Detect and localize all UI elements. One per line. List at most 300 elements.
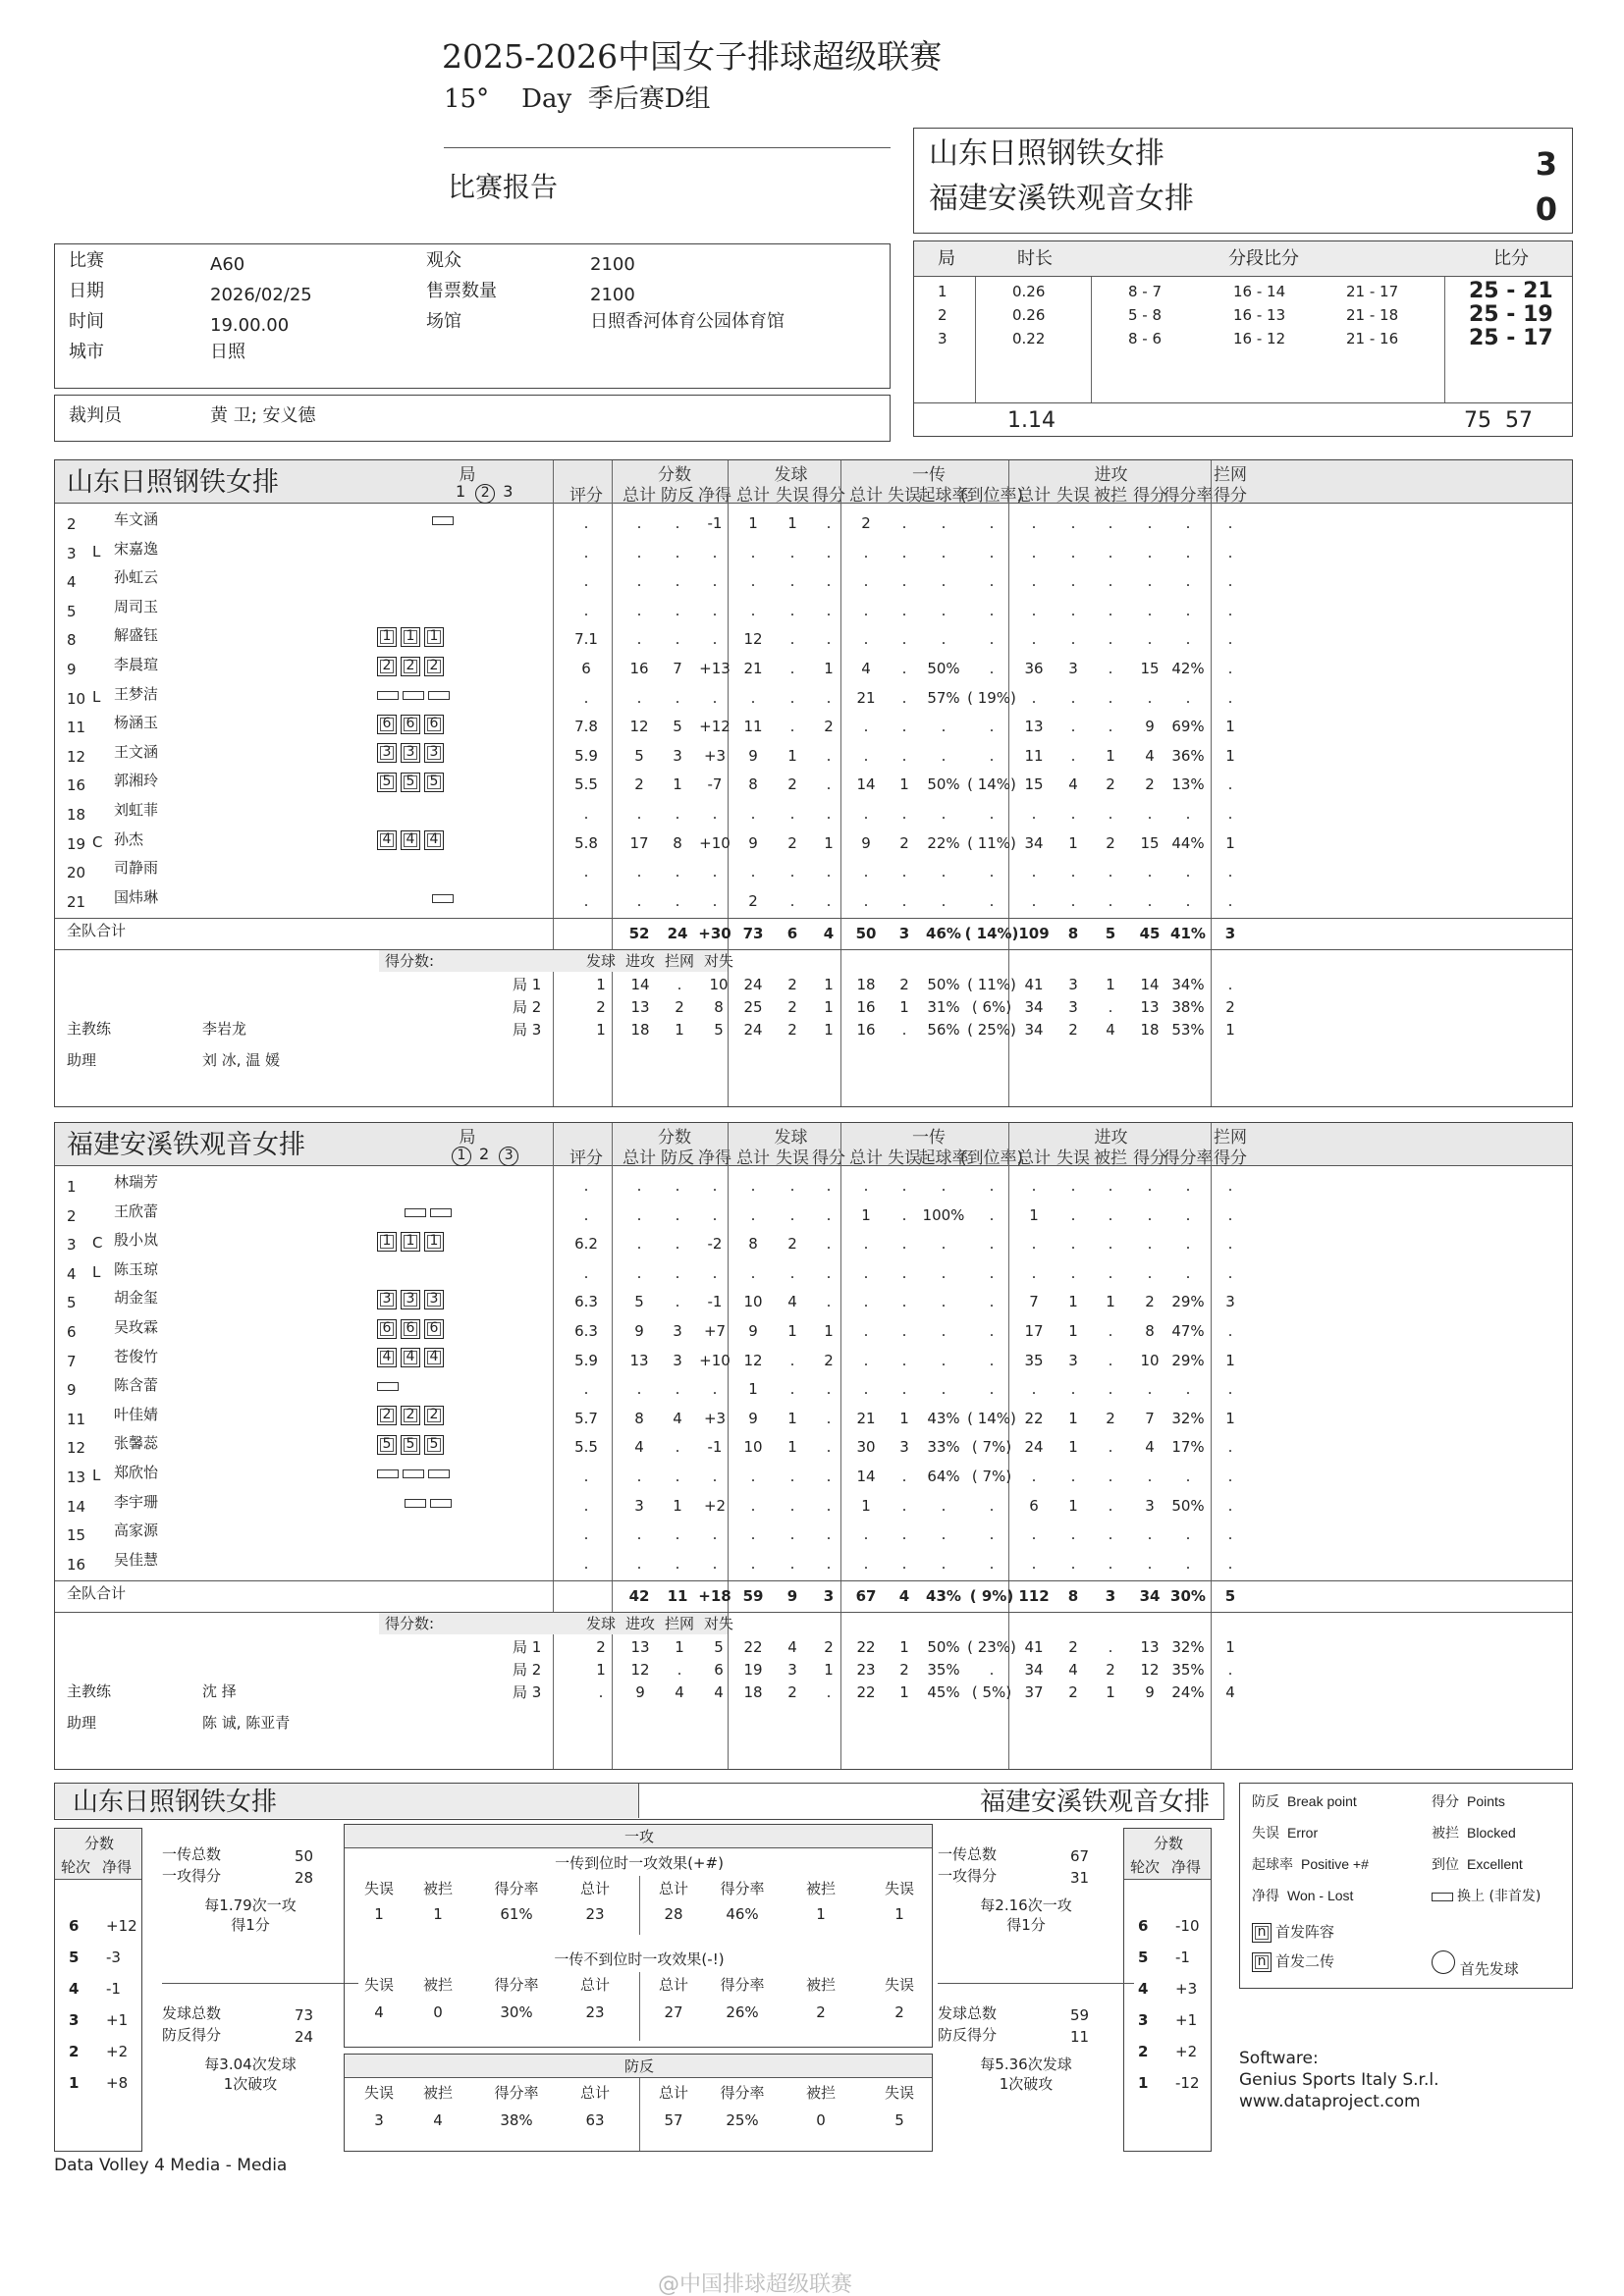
stat-cell: . [1108,1235,1113,1254]
stat-cell: 1 [748,1380,758,1399]
stat-cell: . [636,1554,642,1573]
stat-cell: . [941,1380,947,1399]
stat-cell: . [712,1263,718,1282]
stat-cell: . [1108,1205,1113,1224]
stat-cell: . [1070,805,1076,823]
by-set-cell: 1 [675,1021,684,1040]
stat-cell: . [1031,1554,1037,1573]
player-name: 杨涵玉 [114,714,159,732]
total-points: 75 57 [1464,408,1533,433]
set-markers: 1 2 3 [452,482,522,504]
stat-cell: . [675,863,680,881]
legend-item: 到位 Excellent [1432,1856,1523,1873]
stat-cell: . [826,572,832,591]
stat-cell: . [941,543,947,561]
by-set-cell: 2 [787,1021,797,1040]
stat-cell: . [863,805,869,823]
stat-cell: 21 [743,660,763,677]
sub-icon [403,691,424,700]
away-sets: 0 [1535,190,1557,228]
set-p2: 16 - 13 [1233,306,1286,324]
stat-cell: 30 [856,1438,876,1457]
stat-cell: . [1031,514,1037,532]
stat-cell: 1 [1225,1351,1235,1369]
player-row [55,537,1572,566]
stat-cell: 36 [1024,660,1044,677]
stat-cell: 1 [1225,1409,1235,1427]
by-set-cell: 18 [856,976,876,994]
player-name: 郭湘玲 [114,772,159,790]
stat-cell: . [826,1205,832,1224]
stat-cell: 5.9 [574,746,598,765]
stat-cell: 35 [1024,1351,1044,1369]
stat-cell: . [636,601,642,619]
by-set-cell: ( 5%) [971,1683,1012,1702]
by-set-cell: ( 25%) [967,1021,1016,1040]
total-cell: 112 [1018,1587,1050,1606]
stat-cell: . [789,630,795,649]
set-p2: 16 - 12 [1233,330,1286,347]
stat-cell: . [863,1293,869,1311]
stat-cell: 1 [1225,746,1235,765]
by-set-cell: 13 [630,998,650,1017]
lineup-marks [377,1318,448,1342]
stat-cell: . [583,1554,589,1573]
stat-cell: . [1031,630,1037,649]
start-position-icon: 1 [401,627,420,647]
stat-cell: 2 [787,833,797,852]
by-set-cell: . [989,1661,995,1680]
stat-cell: . [789,601,795,619]
sub-icon [405,1499,426,1508]
stat-cell: 9 [634,1322,644,1340]
stat-cell: 15 [1140,660,1160,677]
total-cell: 109 [1018,925,1050,943]
head-coach: 沈 择 [202,1682,237,1701]
stat-cell: 29% [1171,1351,1205,1369]
by-set-cell: 35% [1171,1661,1205,1680]
by-set-cell: 22 [856,1638,876,1657]
legend-item: 失误 Error [1252,1825,1319,1842]
by-set-cell: 2 [596,1638,606,1657]
total-cell: 9 [786,1587,798,1606]
stat-cell: . [863,543,869,561]
stat-cell: 1 [899,1409,909,1427]
first-serve-icon [1432,1950,1455,1974]
stat-cell: . [826,688,832,707]
stat-cell: 17% [1171,1438,1205,1457]
stat-cell: 10 [743,1438,763,1457]
stat-cell: +7 [703,1322,727,1340]
by-set-cell: 22 [743,1638,763,1657]
total-cell: ( 9%) [969,1587,1014,1606]
stat-cell: -1 [707,514,723,532]
stat-cell: . [1070,891,1076,910]
player-row [55,1345,1572,1374]
stat-cell: . [1108,1554,1113,1573]
by-set-cell: 25 [743,998,763,1017]
stat-cell: 3 [634,1496,644,1515]
stat-cell: . [675,1380,680,1399]
stat-cell: 2 [787,775,797,794]
stat-cell: . [1070,863,1076,881]
by-set-cell: . [1108,1638,1113,1657]
away-stats-table: 福建安溪铁观音女排 1 2 3 局 分数 发球 一传 进攻 拦网 评分 总计 防反 净得 总计 失误 得分 总计 失误 起球率 (到位率) 总计 失误 被拦 得分 得分率 得分 1 林瑞芳 . . . . . . . . . . . . . . . . . 2 王欣蕾 . . . . . . . 1 . 100% . 1 . . . . . 3 C 殷小岚 1 1 1 6.2 . . -2 8 2 . . . . . . . . . . . 4 L 陈玉琼 . . . . . . . . . . . . . . . . . 5 胡金玺 3 3 3 6.3 5 . -1 10 4 . . . . . 7 1 1 2 29% 3 6 吴玫霖 6 6 6 6.3 9 3 +7 9 1 1 . . . . 17 1 . 8 47% . 7 苍俊竹 4 4 4 5.9 13 3 +10 12 . 2 . . . . 35 3 . 10 29% 1 9 陈含蕾 . . . . 1 . . . . . . . . . . . . 11 叶佳婧 2 2 2 5.7 8 4 +3 9 1 . 21 1 43% ( 14%) 22 1 2 7 32% 1 12 张馨蕊 5 5 5 5.5 4 . -1 10 1 . 30 3 33% ( 7%) 24 1 . 4 17% . 13 L 郑欣怡 . . . . . . . 14 . 64% ( 7%) . . . . . . 14 李宇珊 . 3 1 +2 . . . 1 . . . 6 1 . 3 50% . 15 高家源 . . . . . . . . . . . . . . . . . 16 吴佳慧 . . . . . . . . . . . . . . . . . 全队合计 42 11 +18 59 9 3 67 4 43% ( 9%) 112 8 3 34 30% 5 得分数: 发球 进攻 拦网 对失 局 1 2 13 1 5 22 4 2 22 1 50% ( 23%) 41 2 . 13 32% 1 局 2 1 12 . 6 19 3 1 23 2 35% . 34 4 2 12 35% . 局 3 . 9 4 4 18 2 . 22 1 45% ( 5%) 37 2 1 9 24% 4 主教练 沈 择 助理 陈 诚, 陈亚青 [54,1122,1573,1770]
stat-cell: 3 [673,1322,682,1340]
stat-cell: . [636,572,642,591]
home-stats-table: 山东日照钢铁女排 1 2 3 局 分数 发球 一传 进攻 拦网 评分 总计 防反 净得 总计 失误 得分 总计 失误 起球率 (到位率) 总计 失误 被拦 得分 得分率 得分 2 车文涵 . . . -1 1 1 . 2 . . . . . . . . . 3 L 宋嘉逸 . . . . . . . . . . . . . . . . . 4 孙虹云 . . . . . . . . . . . . . . . . . 5 周司玉 . . . . . . . . . . . . . . . . . 8 解盛钰 1 1 1 7.1 . . . 12 . . . . . . . . . . . . 9 李晨瑄 2 2 2 6 16 7 +13 21 . 1 4 . 50% . 36 3 . 15 42% . 10 L 王梦洁 . . . . . . . 21 . 57% ( 19%) . . . . . . 11 杨涵玉 6 6 6 7.8 12 5 +12 11 . 2 . . . . 13 . . 9 69% 1 12 王文涵 3 3 3 5.9 5 3 +3 9 1 . . . . . 11 . 1 4 36% 1 16 郭湘玲 5 5 5 5.5 2 1 -7 8 2 . 14 1 50% ( 14%) 15 4 2 2 13% . 18 刘虹菲 . . . . . . . . . . . . . . . . . 19 C 孙杰 4 4 4 5.8 17 8 +10 9 2 1 9 2 22% ( 11%) 34 1 2 15 44% 1 20 司静雨 . . . . . . . . . . . . . . . . . 21 国炜琳 . . . . 2 . . . . . . . . . . . . 全队合计 52 24 +30 73 6 4 50 3 46% ( 14%) 109 8 5 45 41% 3 得分数: 发球 进攻 拦网 对失 局 1 1 14 . 10 24 2 1 18 2 50% ( 11%) 41 3 1 14 34% . 局 2 2 13 2 8 25 2 1 16 1 31% ( 6%) 34 3 . 13 38% 2 局 3 1 18 1 5 24 2 1 16 . 56% ( 25%) 34 2 4 18 53% 1 主教练 李岩龙 助理 刘 冰, 温 媛 [54,459,1573,1107]
stat-cell: . [901,601,907,619]
stat-cell: 50% [927,775,960,794]
stat-cell: +10 [699,1351,731,1369]
start-position-icon: 4 [424,830,444,850]
start-lineup-icon: n [1252,1923,1272,1943]
by-set-cell: 18 [743,1683,763,1702]
stat-cell: 11 [1024,746,1044,765]
footer: Data Volley 4 Media - Media [54,2156,288,2175]
stat-cell: . [1108,805,1113,823]
stat-cell: . [750,1496,756,1515]
stat-cell: . [941,1554,947,1573]
stat-cell: . [1031,1525,1037,1544]
stat-cell: . [989,1235,995,1254]
stat-cell: 4 [634,1438,644,1457]
by-set-cell: 1 [899,998,909,1017]
total-cell: 50 [855,925,877,943]
stat-cell: . [583,1525,589,1544]
stat-cell: . [1185,805,1191,823]
stat-cell: . [1227,572,1233,591]
stat-cell: -2 [707,1235,723,1254]
stat-cell: . [1185,1525,1191,1544]
stat-cell: . [1108,1322,1113,1340]
stat-cell: 1 [1068,833,1078,852]
stat-cell: +10 [699,833,731,852]
stat-cell: . [712,601,718,619]
player-role: L [92,687,101,706]
stat-cell: . [989,572,995,591]
start-position-icon: 5 [377,773,397,792]
stat-cell: . [989,718,995,736]
by-set-cell: 24% [1171,1683,1205,1702]
stat-cell: 3 [1068,660,1078,677]
stat-cell: . [583,891,589,910]
by-set-cell: . [1227,976,1233,994]
stat-cell: . [712,891,718,910]
stat-cell: . [989,630,995,649]
stat-cell: . [750,863,756,881]
player-number: 2 [67,515,77,533]
start-position-icon: 3 [377,1290,397,1309]
rotation-box: 分数 轮次 净得 6 +12 5 -3 4 -1 3 +1 2 +2 1 +8 [54,1828,142,2152]
lineup-marks [377,685,454,709]
stat-cell: . [863,1380,869,1399]
stat-cell: 43% [927,1409,960,1427]
assistant-coach: 刘 冰, 温 媛 [202,1051,281,1070]
player-name: 陈玉琼 [114,1259,159,1278]
tickets: 2100 [590,285,635,305]
stat-cell: . [675,891,680,910]
stat-cell: . [863,630,869,649]
stat-cell: 1 [824,1322,834,1340]
stat-cell: . [1108,1496,1113,1515]
stat-cell: . [750,572,756,591]
stat-cell: 8 [634,1409,644,1427]
stat-cell: . [989,1263,995,1282]
stat-cell: . [1185,601,1191,619]
stat-cell: . [750,688,756,707]
stat-cell: . [1108,514,1113,532]
stat-cell: . [826,1468,832,1485]
stat-cell: 2 [1106,1409,1115,1427]
stat-cell: 5 [634,1293,644,1311]
stat-cell: . [901,805,907,823]
stat-cell: . [1147,601,1153,619]
stat-cell: 1 [673,775,682,794]
total-cell: 59 [742,1587,764,1606]
stat-cell: 9 [1145,718,1155,736]
stat-cell: . [1227,1496,1233,1515]
lineup-marks [377,1434,448,1458]
stat-cell: . [901,660,907,677]
player-number: 10 [67,689,86,708]
start-position-icon: 6 [424,715,444,734]
by-set-cell: 2 [899,976,909,994]
stat-cell: . [941,891,947,910]
player-row [55,653,1572,682]
player-number: 14 [67,1497,86,1516]
stat-cell: 1 [673,1496,682,1515]
player-number: 20 [67,864,86,882]
stat-cell: . [1031,805,1037,823]
player-row [55,1490,1572,1520]
by-set-cell: 4 [714,1683,724,1702]
stat-cell: . [675,543,680,561]
stat-cell: . [826,1380,832,1399]
stat-cell: . [826,775,832,794]
stat-cell: . [712,1468,718,1485]
by-set-cell: 13 [1140,1638,1160,1657]
stat-cell: . [1227,514,1233,532]
player-name: 吴佳慧 [114,1550,159,1569]
stat-cell: . [941,863,947,881]
stat-cell: 12 [743,630,763,649]
report-title: 比赛报告 [448,171,559,203]
stat-cell: . [789,660,795,677]
lineup-marks [377,743,448,767]
stat-cell: . [863,1322,869,1340]
player-number: 3 [67,1236,77,1255]
player-number: 18 [67,806,86,824]
stat-cell: . [863,863,869,881]
stat-cell: . [583,1468,589,1485]
by-set-cell: 13 [630,1638,650,1657]
stat-cell: 7.1 [574,630,598,649]
player-name: 司静雨 [114,859,159,878]
stat-cell: 6.3 [574,1322,598,1340]
stat-cell: 33% [927,1438,960,1457]
stat-cell: 5.9 [574,1351,598,1369]
match-date: 2026/02/25 [210,285,312,305]
player-name: 孙虹云 [114,568,159,587]
player-number: 12 [67,747,86,766]
stat-cell: 5 [673,718,682,736]
player-number: 21 [67,892,86,911]
stat-cell: 2 [861,514,871,532]
stat-cell: . [750,601,756,619]
stat-cell: . [789,543,795,561]
stat-cell: . [1070,1205,1076,1224]
start-position-icon: 4 [377,1348,397,1367]
stat-cell: . [1147,1205,1153,1224]
stat-cell: . [1108,1468,1113,1485]
stat-cell: . [941,718,947,736]
legend: 防反 Break point 得分 Points 失误 Error 被拦 Blocked 起球率 Positive +# 到位 Excellent 净得 Won - Lost 换上 (非首发) n 首发阵容 n 首发二传 首先发球 [1239,1783,1573,1989]
set-dur: 0.26 [1012,283,1046,300]
lineup-marks [377,888,458,912]
start-position-icon: 5 [377,1435,397,1455]
player-number: 12 [67,1439,86,1458]
away-team-name: 福建安溪铁观音女排 [929,182,1194,216]
by-set-cell: 5 [714,1638,724,1657]
stat-cell: . [1070,718,1076,736]
player-number: 2 [67,1206,77,1225]
stat-cell: . [1147,543,1153,561]
score-box [913,128,1573,234]
stat-cell: 1 [861,1496,871,1515]
stat-cell: 3 [1068,1351,1078,1369]
stat-cell: 7 [1145,1409,1155,1427]
match-code: A60 [210,254,245,275]
stat-cell: . [901,1177,907,1195]
player-row [55,1431,1572,1461]
stat-cell: . [636,1235,642,1254]
stat-cell: . [789,1177,795,1195]
by-set-cell: ( 6%) [971,998,1012,1017]
player-number: 9 [67,661,77,678]
start-position-icon: 5 [424,1435,444,1455]
stat-cell: 5 [634,746,644,765]
stat-cell: 1 [787,1438,797,1457]
stat-cell: 2 [824,1351,834,1369]
stat-cell: . [636,543,642,561]
rotation-box: 分数 轮次 净得 6 -10 5 -1 4 +3 3 +1 2 +2 1 -12 [1123,1828,1212,2152]
stat-cell: 2 [1145,775,1155,794]
player-name: 国炜琳 [114,887,159,906]
by-set-cell: 13 [1140,998,1160,1017]
by-set-cell: 4 [1106,1021,1115,1040]
stat-cell: 11 [743,718,763,736]
stat-cell: . [750,1525,756,1544]
legend-item: 得分 Points [1432,1793,1505,1810]
stat-cell: . [750,1205,756,1224]
stat-cell: . [789,1205,795,1224]
total-cell: 24 [667,925,688,943]
by-set-cell: 1 [1225,1638,1235,1657]
stat-cell: . [1227,1525,1233,1544]
player-name: 林瑞芳 [114,1173,159,1191]
player-row [55,711,1572,740]
total-cell: 45 [1139,925,1161,943]
audience: 2100 [590,254,635,275]
stat-cell: . [1070,572,1076,591]
stat-cell: . [989,1496,995,1515]
stat-cell: . [826,746,832,765]
stat-cell: . [1070,1263,1076,1282]
by-set-cell: 12 [630,1661,650,1680]
stat-cell: . [1070,543,1076,561]
start-position-icon: 2 [401,1406,420,1425]
stat-cell: . [1147,805,1153,823]
by-set-cell: 1 [1225,1021,1235,1040]
stat-cell: ( 19%) [967,688,1016,707]
sub-icon [377,1469,399,1478]
legend-item: 换上 (非首发) [1432,1886,1548,1905]
player-row [55,769,1572,798]
by-set-cell: 6 [714,1661,724,1680]
stat-cell: . [1185,1263,1191,1282]
stat-cell: . [1070,630,1076,649]
stat-cell: 42% [1171,660,1205,677]
stat-cell: . [1031,543,1037,561]
stat-cell: . [583,863,589,881]
stat-cell: . [941,746,947,765]
stat-cell: 9 [748,746,758,765]
player-name: 郑欣怡 [114,1464,159,1481]
by-set-cell: 50% [927,1638,960,1657]
stat-cell: . [1108,630,1113,649]
stat-cell: 1 [861,1205,871,1224]
stat-cell: 5.5 [574,775,598,794]
by-set-cell: 4 [1225,1683,1235,1702]
player-name: 周司玉 [114,597,159,615]
set-score: 25 - 19 [1469,302,1553,327]
stat-cell: 4 [1145,746,1155,765]
player-number: 13 [67,1468,86,1486]
stat-cell: 22% [927,833,960,852]
stat-cell: . [901,688,907,707]
stat-cell: 4 [787,1293,797,1311]
by-set-cell: 2 [1068,1638,1078,1657]
player-row [55,1548,1572,1577]
stat-cell: . [1185,1380,1191,1399]
stat-cell: -1 [707,1293,723,1311]
player-row [55,1286,1572,1315]
stat-cell: . [863,891,869,910]
player-number: 3 [67,544,77,562]
lineup-marks [377,772,448,795]
lineup-marks [377,714,448,737]
stat-cell: . [1031,1263,1037,1282]
stat-cell: . [583,572,589,591]
player-number: 15 [67,1526,86,1545]
stat-cell: . [789,718,795,736]
stat-cell: . [1227,601,1233,619]
by-set-cell: 14 [1140,976,1160,994]
stat-cell: 1 [787,1409,797,1427]
stat-cell: 100% [922,1205,965,1224]
player-row [55,1228,1572,1257]
start-position-icon: 4 [424,1348,444,1367]
stat-cell: 1 [1029,1205,1039,1224]
sub-icon [403,1469,424,1478]
stat-cell: 13% [1171,775,1205,794]
stat-cell: 4 [861,660,871,677]
lineup-marks [377,510,458,534]
stat-cell: . [1070,514,1076,532]
stat-cell: 2 [899,833,909,852]
player-number: 5 [67,602,77,620]
